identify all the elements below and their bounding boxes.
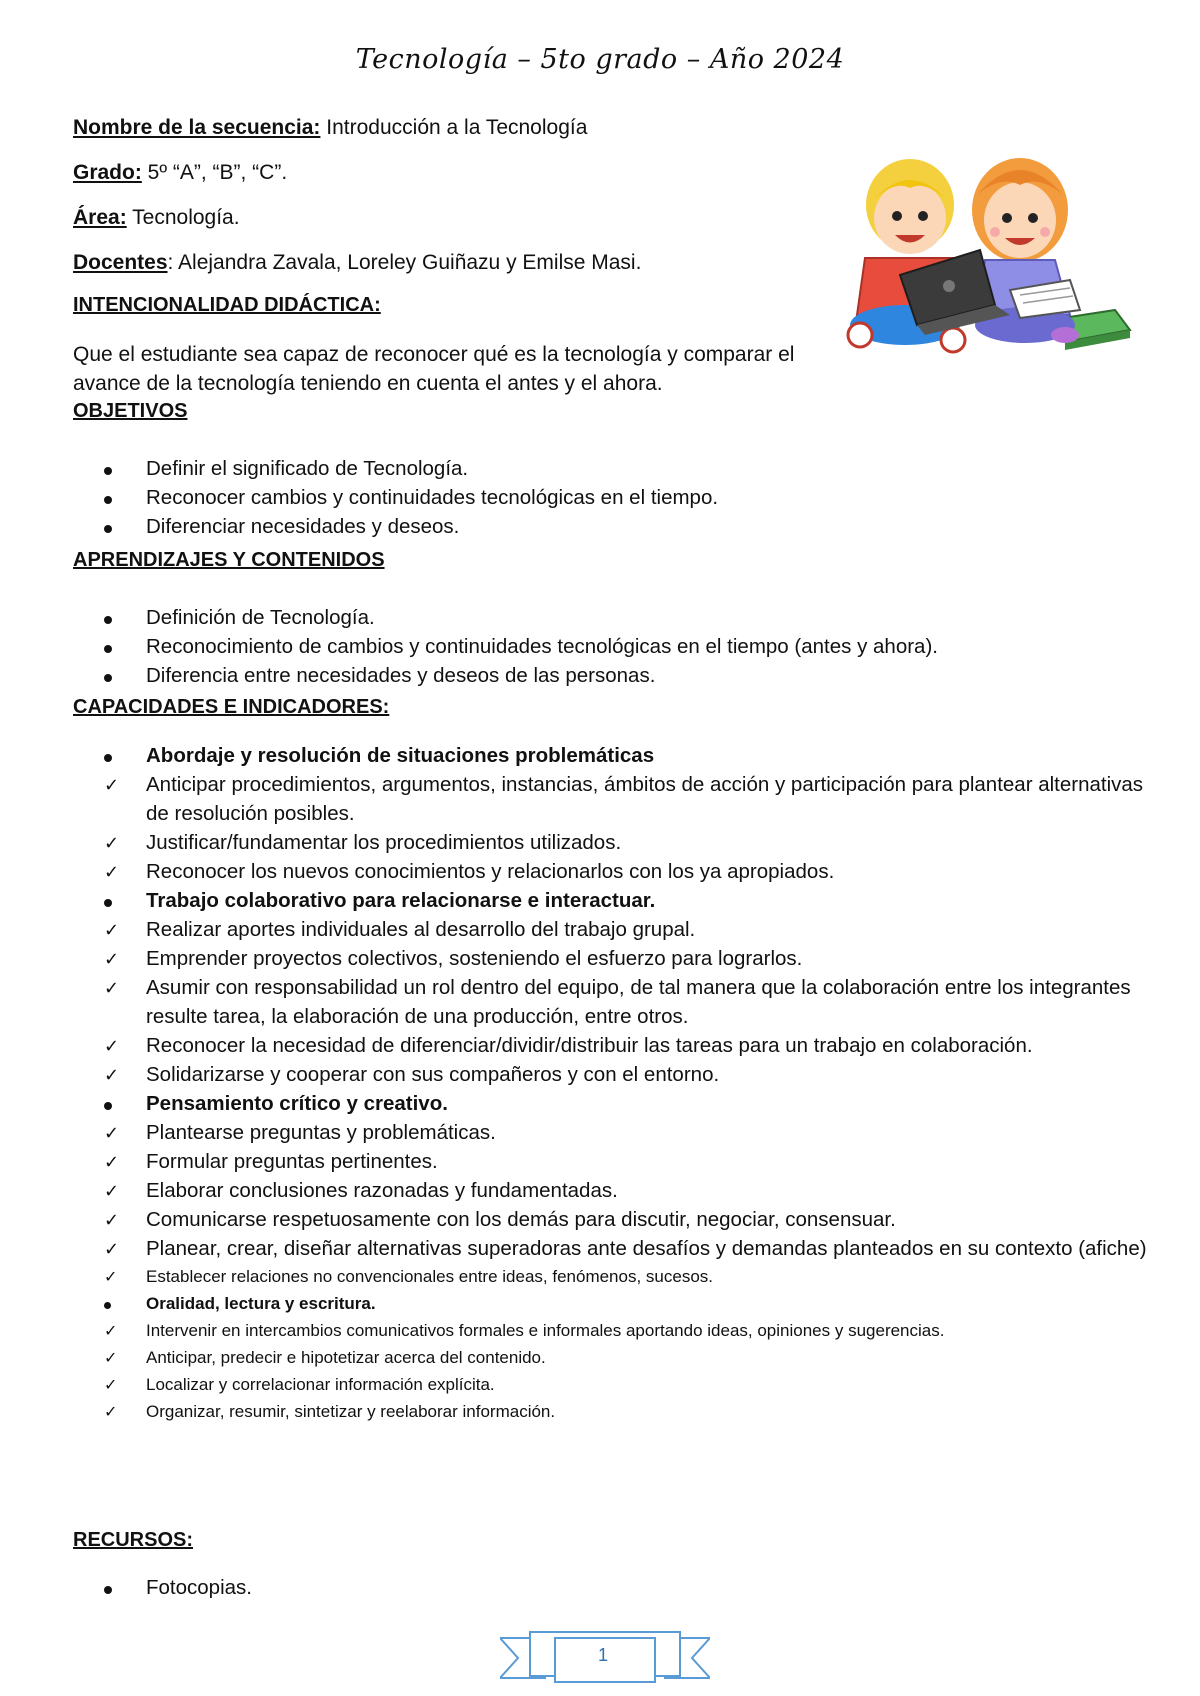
list-item-text: Elaborar conclusiones razonadas y fundamentadas. xyxy=(146,1179,618,1202)
list-item-text: Plantearse preguntas y problemáticas. xyxy=(146,1121,496,1144)
list-item xyxy=(100,973,1150,1031)
list-item-text: Justificar/fundamentar los procedimientos utilizados. xyxy=(146,831,622,854)
field-secuencia xyxy=(73,114,587,142)
list-item xyxy=(100,512,1150,541)
checkmark-icon: ✓ xyxy=(104,1123,120,1144)
checkmark-icon: ✓ xyxy=(104,1152,120,1173)
list-item-text: Abordaje y resolución de situaciones problemáticas xyxy=(146,744,655,767)
heading-recursos: RECURSOS: xyxy=(73,1529,194,1551)
checkmark-icon: ✓ xyxy=(104,775,120,796)
list-item-text: Emprender proyectos colectivos, sosteniendo el esfuerzo para lograrlos. xyxy=(146,947,803,970)
list-item xyxy=(100,1371,1150,1398)
heading-aprendizajes: APRENDIZAJES Y CONTENIDOS xyxy=(73,549,385,571)
list-item-text: Anticipar, predecir e hipotetizar acerca del contenido. xyxy=(146,1348,546,1367)
list-item-text: Definir el significado de Tecnología. xyxy=(146,457,469,480)
heading-objetivos: OBJETIVOS xyxy=(73,400,188,422)
bullet-icon xyxy=(104,632,132,661)
list-item xyxy=(100,1573,1150,1602)
bullet-icon xyxy=(104,512,132,541)
list-item xyxy=(100,1263,1150,1290)
list-item-text: Reconocer cambios y continuidades tecnológicas en el tiempo. xyxy=(146,486,719,509)
checkmark-icon: ✓ xyxy=(104,1065,120,1086)
list-item xyxy=(100,770,1150,828)
checkmark-icon: ✓ xyxy=(104,1239,120,1260)
list-item-text: Fotocopias. xyxy=(146,1576,252,1599)
list-item-text: Diferencia entre necesidades y deseos de las personas. xyxy=(146,664,656,687)
list-item-text: Organizar, resumir, sintetizar y reelaborar información. xyxy=(146,1402,556,1421)
checkmark-icon: ✓ xyxy=(104,862,120,883)
field-area xyxy=(73,204,240,232)
checkmark-icon: ✓ xyxy=(104,1036,120,1057)
field-value: : Alejandra Zavala, Loreley Guiñazu y Emilse Masi. xyxy=(167,251,642,274)
field-label: Docentes xyxy=(73,251,168,274)
checkmark-icon: ✓ xyxy=(104,833,120,854)
field-value: Tecnología. xyxy=(126,206,240,229)
objetivos-list xyxy=(100,454,1150,541)
list-item xyxy=(100,741,1150,770)
bullet-icon xyxy=(104,741,132,770)
list-item xyxy=(100,1205,1150,1234)
list-item-text: Trabajo colaborativo para relacionarse e interactuar. xyxy=(146,889,656,912)
bullet-icon xyxy=(104,454,132,483)
heading-capacidades: CAPACIDADES E INDICADORES: xyxy=(73,696,390,718)
checkmark-icon: ✓ xyxy=(104,1321,118,1340)
list-item xyxy=(100,483,1150,512)
recursos-list xyxy=(100,1573,1150,1602)
list-item-text: Formular preguntas pertinentes. xyxy=(146,1150,438,1173)
list-item xyxy=(100,1234,1150,1263)
list-item-text: Anticipar procedimientos, argumentos, instancias, ámbitos de acción y participación para plantear alternativas de resolución posibles. xyxy=(146,773,1144,825)
list-item xyxy=(100,915,1150,944)
list-item-text: Solidarizarse y cooperar con sus compañeros y con el entorno. xyxy=(146,1063,720,1086)
field-value: Introducción a la Tecnología xyxy=(320,116,588,139)
list-item-text: Reconocimiento de cambios y continuidades tecnológicas en el tiempo (antes y ahora). xyxy=(146,635,938,658)
list-item xyxy=(100,632,1150,661)
page-number: 1 xyxy=(597,1645,608,1665)
list-item xyxy=(100,828,1150,857)
list-item xyxy=(100,1317,1150,1344)
list-item xyxy=(100,944,1150,973)
field-label: Área: xyxy=(73,206,127,229)
children-with-laptop-illustration xyxy=(825,140,1135,370)
list-item-text: Reconocer los nuevos conocimientos y relacionarlos con los ya apropiados. xyxy=(146,860,835,883)
bullet-icon xyxy=(104,661,132,690)
checkmark-icon: ✓ xyxy=(104,1267,118,1286)
bullet-icon xyxy=(104,1290,132,1317)
list-item xyxy=(100,886,1150,915)
heading-intencionalidad: INTENCIONALIDAD DIDÁCTICA: xyxy=(73,294,381,316)
checkmark-icon: ✓ xyxy=(104,978,120,999)
list-item xyxy=(100,1398,1150,1425)
list-item xyxy=(100,1147,1150,1176)
intencionalidad-text: Que el estudiante sea capaz de reconocer qué es la tecnología y comparar el avance de la tecnología teniendo en cuenta el antes y el ahora. xyxy=(73,343,795,395)
list-item xyxy=(100,603,1150,632)
list-item-text: Reconocer la necesidad de diferenciar/dividir/distribuir las tareas para un trabajo en colaboración. xyxy=(146,1034,1033,1057)
field-label: Nombre de la secuencia: xyxy=(73,116,321,139)
field-grado xyxy=(73,159,287,187)
checkmark-icon: ✓ xyxy=(104,1375,118,1394)
bullet-icon xyxy=(104,483,132,512)
list-item xyxy=(100,1176,1150,1205)
list-item-text: Establecer relaciones no convencionales entre ideas, fenómenos, sucesos. xyxy=(146,1267,714,1286)
list-item xyxy=(100,1031,1150,1060)
checkmark-icon: ✓ xyxy=(104,1348,118,1367)
list-item xyxy=(100,1089,1150,1118)
list-item-text: Asumir con responsabilidad un rol dentro del equipo, de tal manera que la colaboración entre los integrantes resulte tarea, la elaboración de una producción, entre otros. xyxy=(146,976,1131,1028)
bullet-icon xyxy=(104,603,132,632)
list-item-text: Comunicarse respetuosamente con los demás para discutir, negociar, consensuar. xyxy=(146,1208,896,1231)
field-label: Grado: xyxy=(73,161,142,184)
list-item-text: Intervenir en intercambios comunicativos formales e informales aportando ideas, opiniones y sugerencias. xyxy=(146,1321,945,1340)
list-item xyxy=(100,1344,1150,1371)
field-docentes xyxy=(73,249,641,277)
list-item xyxy=(100,661,1150,690)
checkmark-icon: ✓ xyxy=(104,1181,120,1202)
list-item-text: Pensamiento crítico y creativo. xyxy=(146,1092,448,1115)
capacidades-list xyxy=(100,741,1150,1425)
list-item-text: Oralidad, lectura y escritura. xyxy=(146,1294,376,1313)
list-item-text: Localizar y correlacionar información explícita. xyxy=(146,1375,495,1394)
list-item-text: Definición de Tecnología. xyxy=(146,606,375,629)
list-item-text: Diferenciar necesidades y deseos. xyxy=(146,515,460,538)
list-item xyxy=(100,857,1150,886)
checkmark-icon: ✓ xyxy=(104,920,120,941)
bullet-icon xyxy=(104,1089,132,1118)
list-item xyxy=(100,1060,1150,1089)
checkmark-icon: ✓ xyxy=(104,949,120,970)
list-item xyxy=(100,454,1150,483)
aprendizajes-list xyxy=(100,603,1150,690)
checkmark-icon: ✓ xyxy=(104,1210,120,1231)
field-value: 5º “A”, “B”, “C”. xyxy=(141,161,288,184)
list-item-text: Planear, crear, diseñar alternativas superadoras ante desafíos y demandas planteados en su contexto (afiche) xyxy=(146,1237,1147,1260)
list-item xyxy=(100,1118,1150,1147)
document-title: Tecnología – 5to grado – Año 2024 xyxy=(355,44,845,75)
bullet-icon xyxy=(104,1573,132,1602)
checkmark-icon: ✓ xyxy=(104,1402,118,1421)
list-item-text: Realizar aportes individuales al desarrollo del trabajo grupal. xyxy=(146,918,696,941)
bullet-icon xyxy=(104,886,132,915)
list-item xyxy=(100,1290,1150,1317)
